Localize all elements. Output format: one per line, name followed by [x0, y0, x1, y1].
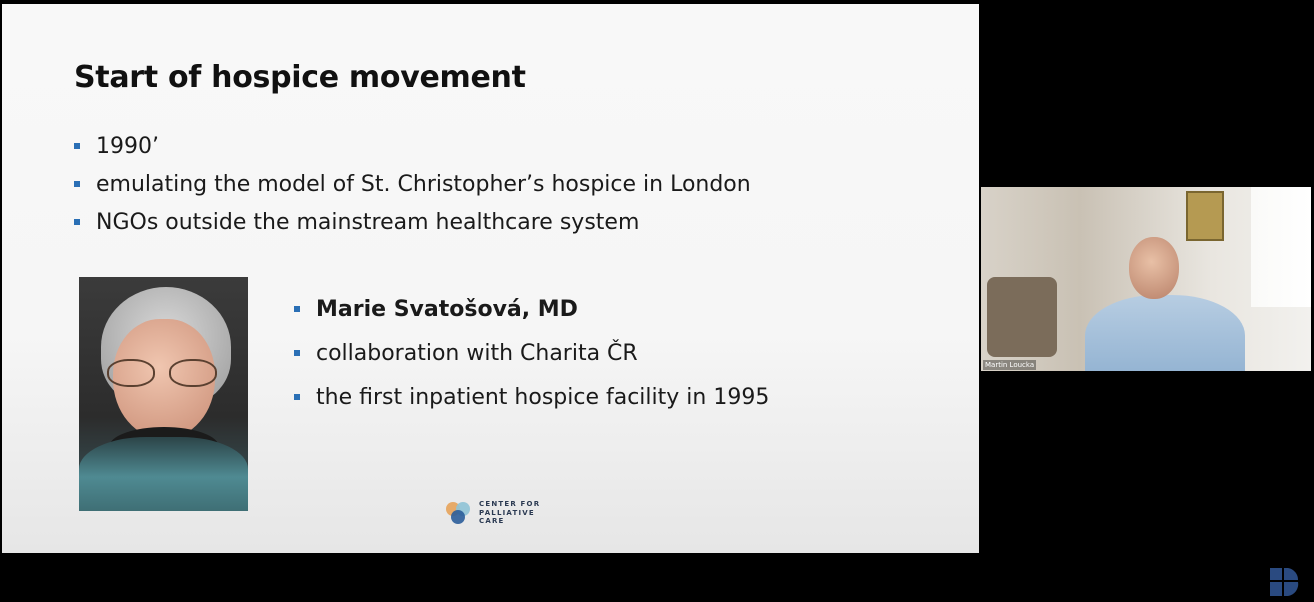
bullet-square-icon	[294, 350, 300, 356]
bullet-square-icon	[74, 219, 80, 225]
bullet-square-icon	[294, 306, 300, 312]
person-bullet-list	[294, 288, 769, 420]
bullet-item	[74, 166, 751, 204]
video-chair	[987, 277, 1057, 357]
slide-title: Start of hospice movement	[74, 60, 526, 95]
bullet-text: collaboration with Charita ČR	[316, 341, 638, 366]
bullet-item	[74, 128, 751, 166]
bullet-list	[74, 128, 751, 242]
portrait-glasses	[107, 359, 219, 387]
bullet-text: NGOs outside the mainstream healthcare system	[96, 210, 640, 235]
participant-body	[1085, 295, 1245, 371]
bullet-text: 1990’	[96, 134, 159, 159]
conference-logo-icon	[1268, 566, 1300, 598]
logo-circles-icon	[446, 502, 472, 526]
bullet-text: Marie Svatošová, MD	[316, 297, 578, 322]
video-window-background	[1251, 187, 1311, 307]
bullet-square-icon	[294, 394, 300, 400]
portrait-photo	[79, 277, 248, 511]
video-wall-picture	[1186, 191, 1224, 241]
center-for-palliative-care-logo	[446, 500, 566, 530]
bullet-square-icon	[74, 181, 80, 187]
participant-head	[1129, 237, 1179, 299]
bullet-item	[294, 376, 769, 420]
bullet-text: the first inpatient hospice facility in 1995	[316, 385, 770, 410]
logo-text: CENTER FOR PALLIATIVE CARE	[479, 500, 541, 525]
participant-name-label: Martin Loucka	[985, 361, 1035, 369]
bullet-item	[294, 332, 769, 376]
presentation-slide	[2, 4, 979, 553]
participant-video-tile[interactable]	[981, 187, 1311, 371]
bullet-square-icon	[74, 143, 80, 149]
bullet-text: emulating the model of St. Christopher’s hospice in London	[96, 172, 751, 197]
portrait-sweater	[79, 437, 248, 511]
bullet-item	[74, 204, 751, 242]
bullet-item	[294, 288, 769, 332]
